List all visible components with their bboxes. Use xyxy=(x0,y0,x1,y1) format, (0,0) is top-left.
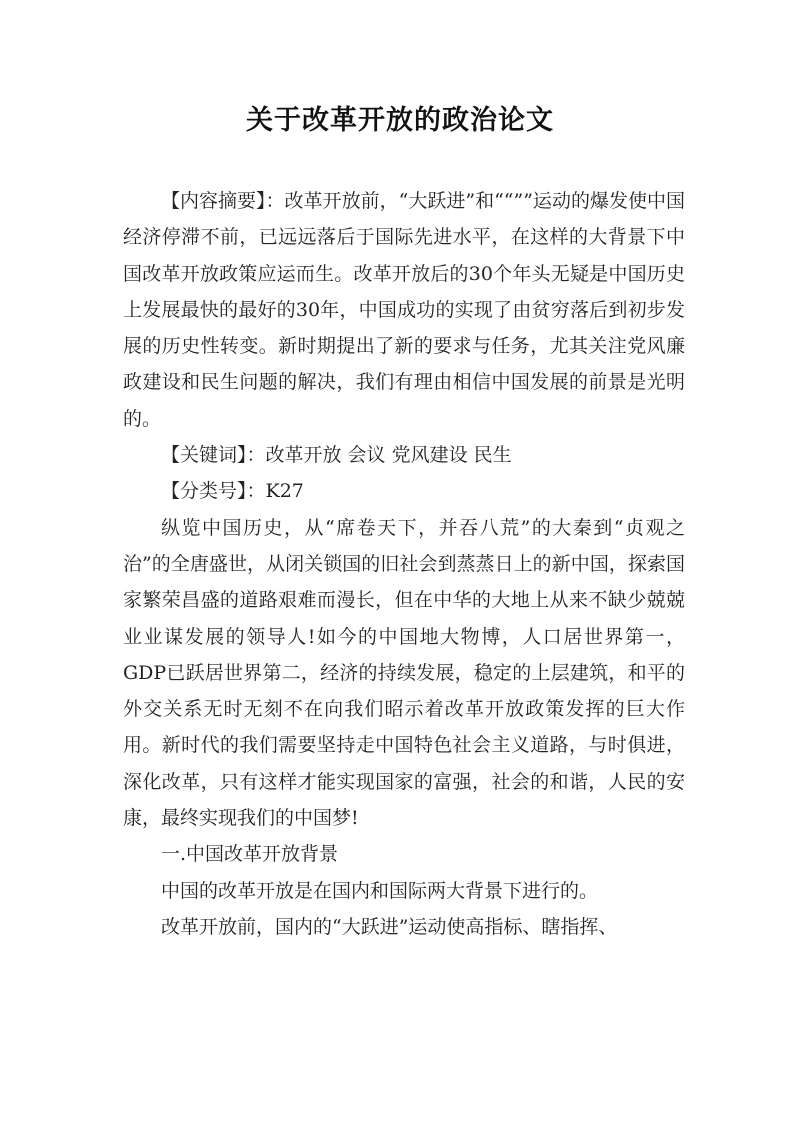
section-heading: 一.中国改革开放背景 xyxy=(161,843,339,866)
keywords-line: 【关键词】：改革开放 会议 党风建设 民生 xyxy=(161,444,512,467)
background-paragraph: 中国的改革开放是在国内和国际两大背景下进行的。 xyxy=(161,879,599,902)
document-title: 关于改革开放的政治论文 xyxy=(246,105,554,136)
document-body xyxy=(123,183,685,945)
intro-paragraph: 纵览中国历史，从“席卷天下，并吞八荒”的大秦到“贞观之治”的全唐盛世，从闭关锁国的旧社会到蒸蒸日上的新中国，探索国家繁荣昌盛的道路艰难而漫长，但在中华的大地上从来不缺少兢兢业业谋发展的领导人!如今的中国地大物博，人口居世界第一，GDP已跃居世界第二，经济的持续发展，稳定的上层建筑，和平的外交关系无时无刻不在向我们昭示着改革开放政策发挥的巨大作用。新时代的我们需要坚持走中国特色社会主义道路，与时俱进，深化改革，只有这样才能实现国家的富强，社会的和谐，人民的安康，最终实现我们的中国梦! xyxy=(123,516,685,830)
pre-reform-paragraph: 改革开放前，国内的“大跃进”运动使高指标、瞎指挥、 xyxy=(161,915,618,938)
abstract-paragraph: 【内容摘要】：改革开放前，“大跃进”和““””运动的爆发使中国经济停滞不前，已远远落后于国际先进水平，在这样的大背景下中国改革开放政策应运而生。改革开放后的30个年头无疑是中国历史上发展最快的最好的30年，中国成功的实现了由贫穷落后到初步发展的历史性转变。新时期提出了新的要求与任务，尤其关注党风廉政建设和民生问题的解决，我们有理由相信中国发展的前景是光明的。 xyxy=(123,190,685,430)
classification-line: 【分类号】：K27 xyxy=(161,480,304,503)
